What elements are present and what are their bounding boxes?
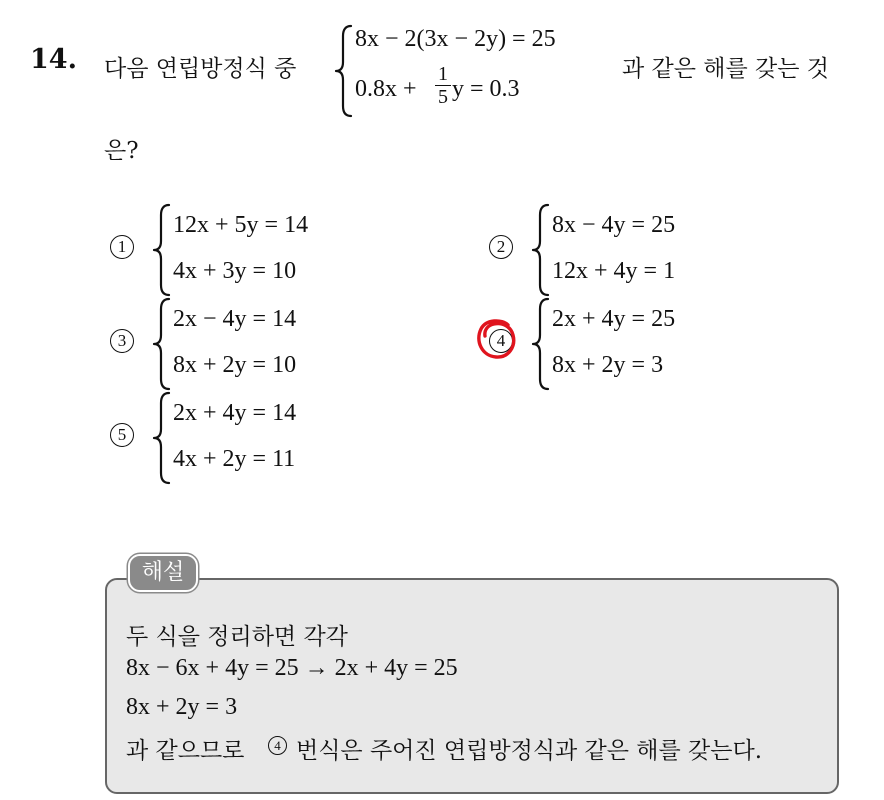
fraction-denominator: 5 xyxy=(438,86,448,108)
option-1-brace xyxy=(152,203,172,297)
solution-line-3: 8x + 2y = 3 xyxy=(126,694,238,720)
option-1-marker[interactable]: 1 xyxy=(110,235,134,259)
fraction-numerator: 1 xyxy=(438,63,448,85)
question-number: 14. xyxy=(30,44,77,75)
solution-line-4-after: 번식은 주어진 연립방정식과 같은 해를 갖는다. xyxy=(296,738,763,764)
option-1-eq1: 12x + 5y = 14 xyxy=(173,212,309,238)
option-2-brace xyxy=(531,203,551,297)
question-eq1: 8x − 2(3x − 2y) = 25 xyxy=(355,26,556,52)
option-4-marker[interactable]: 4 xyxy=(489,329,513,353)
solution-answer-marker: 4 xyxy=(268,736,287,755)
option-3-marker[interactable]: 3 xyxy=(110,329,134,353)
solution-line-4-before: 과 같으므로 xyxy=(126,738,245,764)
selected-answer-mark xyxy=(474,317,518,361)
question-eq2-lead: 0.8x + xyxy=(355,76,417,102)
question-eq2-tail: y = 0.3 xyxy=(452,76,520,102)
question-text-wrap: 은? xyxy=(104,138,139,164)
question-eq2-fraction xyxy=(435,64,451,107)
option-2-marker[interactable]: 2 xyxy=(489,235,513,259)
solution-line-1: 두 식을 정리하면 각각 xyxy=(126,624,348,650)
option-4-eq2: 8x + 2y = 3 xyxy=(552,352,664,378)
solution-tag: 해설 xyxy=(128,554,198,592)
question-text-before: 다음 연립방정식 중 xyxy=(104,56,297,82)
option-4-brace xyxy=(531,297,551,391)
question-text-after: 과 같은 해를 갖는 것 xyxy=(622,56,829,82)
option-3-eq1: 2x − 4y = 14 xyxy=(173,306,297,332)
option-3-brace xyxy=(152,297,172,391)
option-2-eq1: 8x − 4y = 25 xyxy=(552,212,676,238)
option-5-marker[interactable]: 5 xyxy=(110,423,134,447)
option-4-eq1: 2x + 4y = 25 xyxy=(552,306,676,332)
option-5-brace xyxy=(152,391,172,485)
option-5-eq1: 2x + 4y = 14 xyxy=(173,400,297,426)
option-1-eq2: 4x + 3y = 10 xyxy=(173,258,297,284)
option-3-eq2: 8x + 2y = 10 xyxy=(173,352,297,378)
solution-line-2: 8x − 6x + 4y = 25 → 2x + 4y = 25 xyxy=(126,655,458,681)
option-2-eq2: 12x + 4y = 1 xyxy=(552,258,676,284)
system-brace xyxy=(334,24,354,118)
option-5-eq2: 4x + 2y = 11 xyxy=(173,446,296,472)
